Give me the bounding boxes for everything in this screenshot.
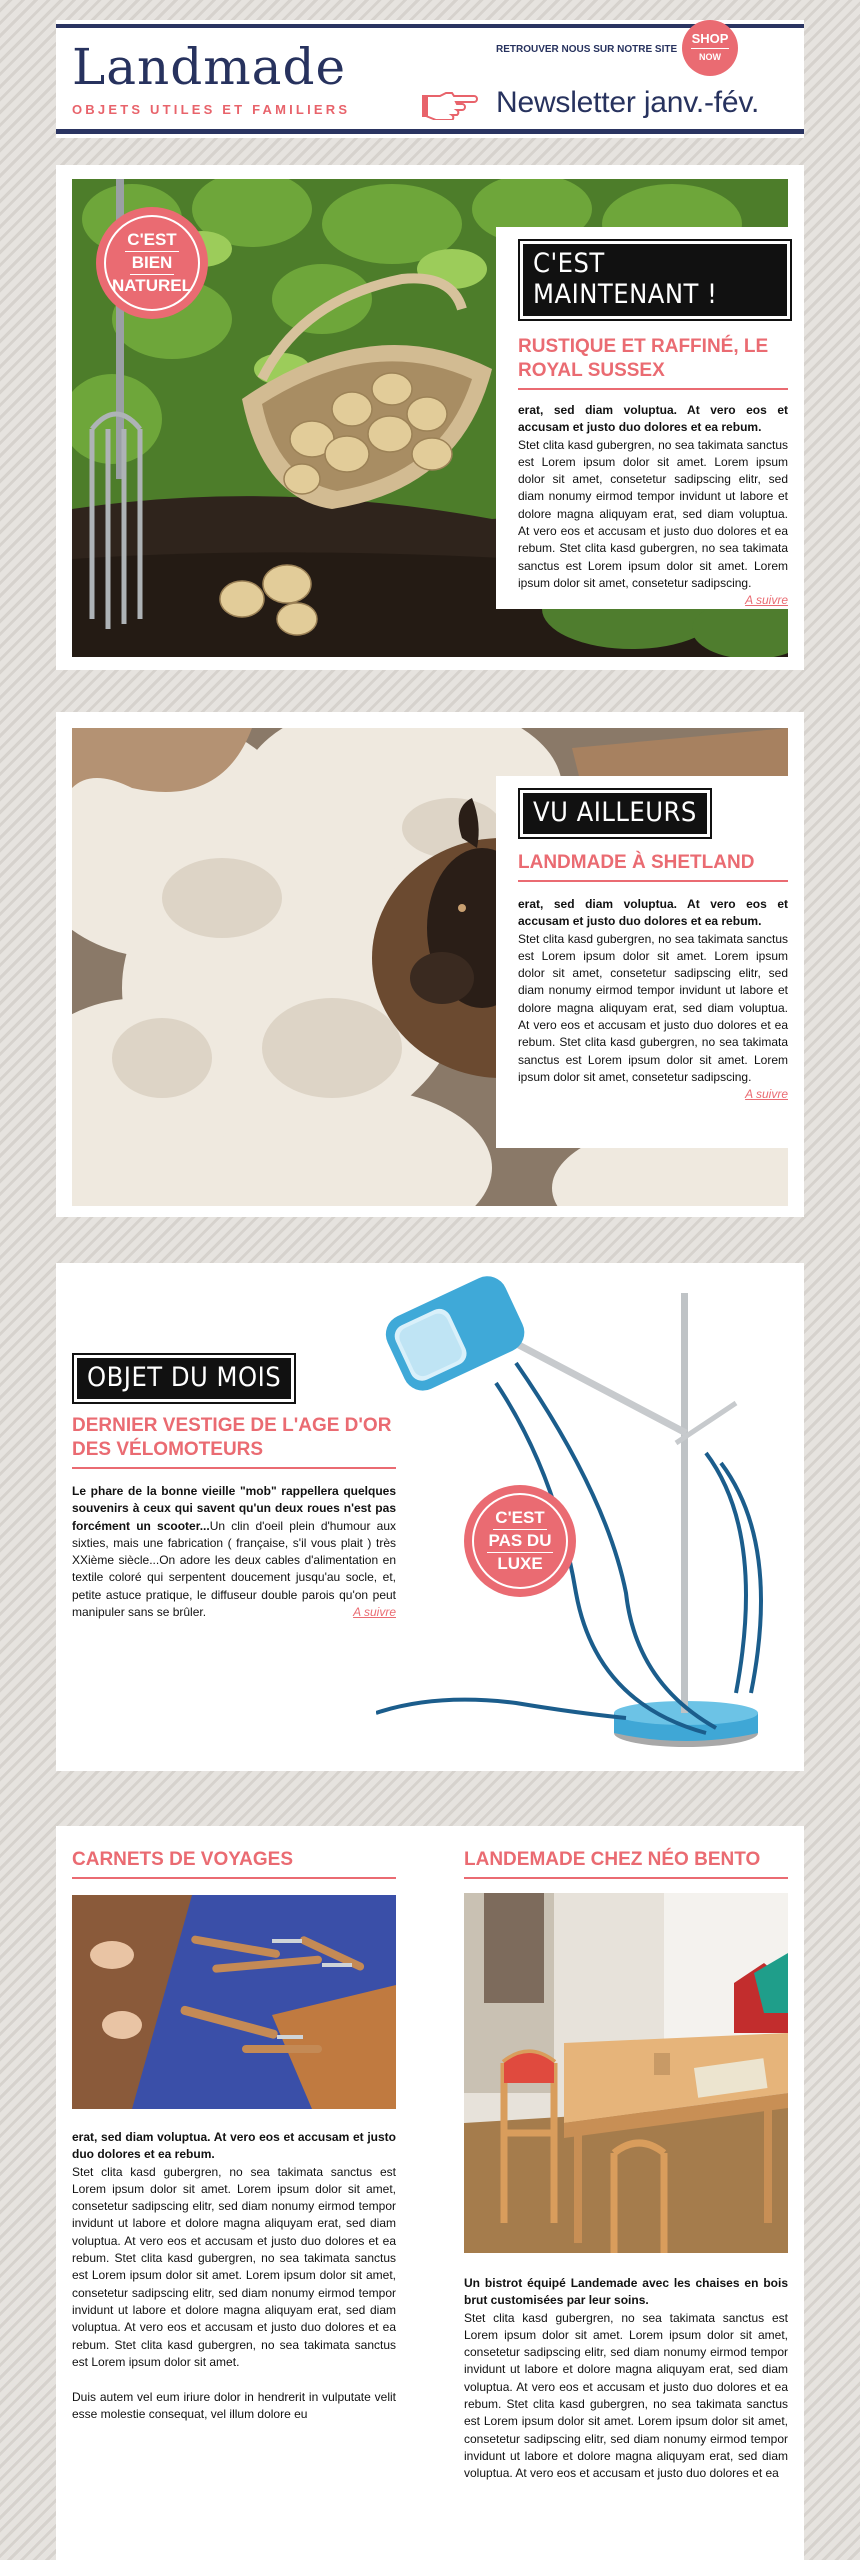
rustique-textbox: [496, 227, 800, 609]
lead-text: erat, sed diam voluptua. At vero eos et accusam et justo duo dolores et ea rebum.: [72, 2130, 396, 2162]
bistrot-photo: [464, 1893, 788, 2253]
shop-label: SHOP: [691, 32, 729, 49]
lamp-photo: [376, 1273, 796, 1763]
neo-bento-column: [464, 1848, 788, 2483]
badge-line: PAS DU: [487, 1530, 554, 1553]
lead-text: Le phare de la bonne vieille "mob" rappellera quelques souvenirs à ceux qui savent qu'un deux roues n'est pas forcément un scooter...: [72, 1484, 396, 1533]
carnets-column: [72, 1848, 396, 2424]
leather-tools-photo: [72, 1895, 396, 2109]
badge-naturel: [96, 207, 208, 319]
lead-text: Un bistrot équipé Landemade avec les chaises en bois brut customisées par leur soins.: [464, 2276, 788, 2308]
header-bottom-rule: [56, 129, 804, 134]
objet-text-column: [72, 1349, 396, 1621]
badge-line: C'EST: [125, 229, 178, 252]
section-two-columns: [56, 1826, 804, 2560]
section-body: [518, 896, 788, 1102]
newsletter-title: Newsletter janv.-fév.: [496, 86, 760, 119]
section-heading[interactable]: CARNETS DE VOYAGES: [72, 1848, 396, 1879]
read-more-link[interactable]: A suivre: [353, 1605, 396, 1620]
section-tag: C'EST MAINTENANT !: [522, 243, 788, 317]
badge-line: LUXE: [497, 1554, 543, 1573]
pointing-hand-icon: [422, 88, 478, 120]
read-more-link[interactable]: A suivre: [745, 1087, 788, 1102]
section-body: [464, 2275, 788, 2483]
body-text: Stet clita kasd gubergren, no sea takimata sanctus est Lorem ipsum dolor sit amet. Lorem ipsum dolor sit amet, consetetur sadipscing elitr, sed diam nonumy eirmod tempor invidunt ut labore et dolore magna aliquyam erat, sed diam voluptua. At vero eos et accusam et justo duo dolores et ea rebum. Stet clita kasd gubergren, no sea takimata sanctus est Lorem ipsum dolor sit amet. Lorem ipsum dolor sit amet, consetetur sadipscing elitr, sed diam nonumy eirmod tempor invidunt ut labore et dolore magna aliquyam erat, sed diam voluptua. At vero eos et accusam et justo duo dolores et ea: [464, 2310, 788, 2481]
brand-tagline: OBJETS UTILES ET FAMILIERS: [72, 102, 351, 117]
brand-logo[interactable]: Landmade: [72, 38, 347, 96]
newsletter-header: [56, 20, 804, 138]
body-text: Stet clita kasd gubergren, no sea takimata sanctus est Lorem ipsum dolor sit amet. Lorem ipsum dolor sit amet, consetetur sadipscing elitr, sed diam nonumy eirmod tempor invidunt ut labore et dolore magna aliquyam erat, sed diam voluptua. At vero eos et accusam et justo duo dolores et ea rebum. Stet clita kasd gubergren, no sea takimata sanctus est Lorem ipsum dolor sit amet. Lorem ipsum dolor sit amet, consetetur sadipscing.: [518, 437, 788, 590]
section-shetland: [56, 712, 804, 1217]
section-objet-du-mois: [56, 1263, 804, 1771]
section-body: [518, 402, 788, 608]
shop-now-label: NOW: [699, 52, 721, 62]
section-body: [72, 2129, 396, 2424]
section-heading[interactable]: LANDEMADE CHEZ NÉO BENTO: [464, 1848, 788, 1879]
read-more-link[interactable]: A suivre: [745, 593, 788, 608]
badge-line: NATUREL: [112, 276, 192, 295]
shop-now-button[interactable]: [682, 20, 738, 76]
badge-line: BIEN: [130, 252, 175, 275]
body-text-2: Duis autem vel eum iriure dolor in hendrerit in vulputate velit esse molestie consequat, vel illum dolore eu: [72, 2390, 396, 2422]
site-link-label[interactable]: RETROUVER NOUS SUR NOTRE SITE: [496, 44, 678, 55]
section-heading[interactable]: DERNIER VESTIGE DE L'AGE D'OR DES VÉLOMOTEURS: [72, 1414, 396, 1469]
badge-ring: [104, 215, 200, 311]
body-text: Un clin d'oeil plein d'humour aux sixties, mais une fabrication ( française, s'il vous plait ) très XXième siècle...On adore les deux cables d'alimentation en textile coloré qui serpentent doucement jusqu'au socle, et, petite astuce pratique, le diffuseur double parois qu'on peut manipuler sans se brûler.: [72, 1518, 397, 1620]
badge-ring: [472, 1493, 568, 1589]
section-heading[interactable]: LANDMADE À SHETLAND: [518, 851, 788, 882]
section-body: [72, 1483, 396, 1621]
badge-luxe: [464, 1485, 576, 1597]
badge-line: C'EST: [493, 1507, 546, 1530]
lead-text: erat, sed diam voluptua. At vero eos et accusam et justo duo dolores et ea rebum.: [518, 403, 788, 435]
body-text: Stet clita kasd gubergren, no sea takimata sanctus est Lorem ipsum dolor sit amet. Lorem ipsum dolor sit amet, consetetur sadipscing elitr, sed diam nonumy eirmod tempor invidunt ut labore et dolore magna aliquyam erat, sed diam voluptua. At vero eos et accusam et justo duo dolores et ea rebum. Stet clita kasd gubergren, no sea takimata sanctus est Lorem ipsum dolor sit amet. Lorem ipsum dolor sit amet, consetetur sadipscing elitr, sed diam nonumy eirmod tempor invidunt ut labore et dolore magna aliquyam erat, sed diam voluptua. At vero eos et accusam et justo duo dolores et ea rebum. Stet clita kasd gubergren, no sea takimata sanctus est Lorem ipsum dolor sit amet.: [72, 2164, 396, 2369]
section-tag: OBJET DU MOIS: [76, 1357, 292, 1400]
lead-text: erat, sed diam voluptua. At vero eos et accusam et justo duo dolores et ea rebum.: [518, 897, 788, 929]
body-text: Stet clita kasd gubergren, no sea takimata sanctus est Lorem ipsum dolor sit amet. Lorem ipsum dolor sit amet, consetetur sadipscing elitr, sed diam nonumy eirmod tempor invidunt ut labore et dolore magna aliquyam erat, sed diam voluptua. At vero eos et accusam et justo duo dolores et ea rebum. Stet clita kasd gubergren, no sea takimata sanctus est Lorem ipsum dolor sit amet. Lorem ipsum dolor sit amet, consetetur sadipscing.: [518, 931, 788, 1084]
section-heading[interactable]: RUSTIQUE ET RAFFINÉ, LE ROYAL SUSSEX: [518, 335, 788, 390]
shetland-textbox: [496, 776, 800, 1148]
section-rustique: [56, 165, 804, 670]
section-tag: VU AILLEURS: [522, 792, 708, 835]
